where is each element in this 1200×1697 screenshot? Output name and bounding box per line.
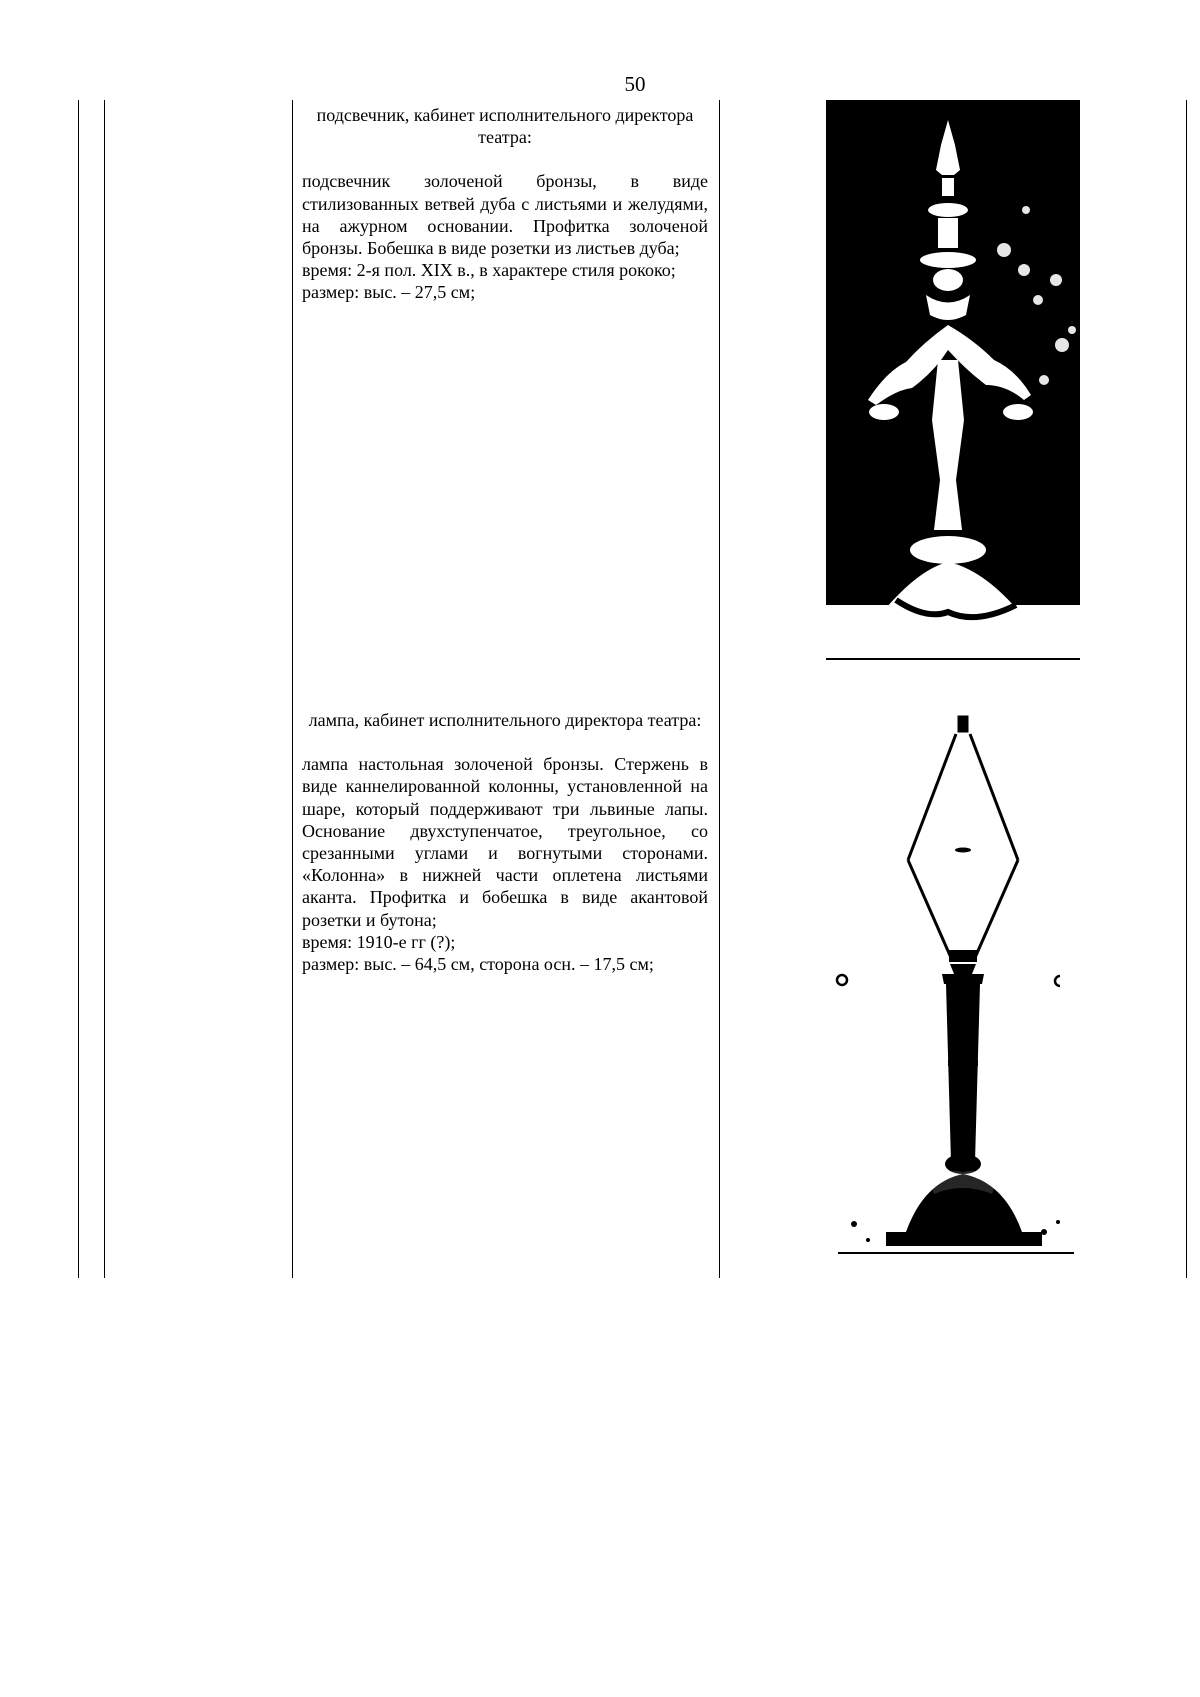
entry-title: подсвечник, кабинет исполнительного директора театра:	[316, 105, 694, 148]
catalog-entry-candlestick	[302, 104, 708, 304]
entry-body	[302, 170, 708, 303]
page-number: 50	[624, 72, 646, 96]
table-lamp-photo	[834, 712, 1074, 1272]
candlestick-photo	[826, 100, 1080, 660]
entry-time: время: 1910-е гг (?);	[302, 931, 456, 952]
table-column-divider	[292, 100, 293, 1278]
entry-time: время: 2-я пол. XIX в., в характере стиля рококо;	[302, 260, 676, 281]
entry-description: лампа настольная золоченой бронзы. Стержень в виде каннелированной колонны, установленной на шаре, который поддерживают три львиные лапы. Основание двухступенчатое, треугольное, со срезанными углами и вогнутыми сторонами. «Колонна» в нижней части оплетена листьями аканта. Профитка и бобешка в виде акантовой розетки и бутона;	[302, 754, 708, 930]
entry-size: размер: выс. – 27,5 см;	[302, 282, 476, 303]
entry-size: размер: выс. – 64,5 см, сторона осн. – 17,5 см;	[302, 954, 654, 975]
table-column-divider	[104, 100, 105, 1278]
table-right-border	[1186, 100, 1187, 1278]
table-left-border	[78, 100, 79, 1278]
table-column-divider	[719, 100, 720, 1278]
catalog-entry-table-lamp	[302, 709, 708, 975]
entry-title: лампа, кабинет исполнительного директора театра:	[308, 710, 702, 730]
entry-body	[302, 753, 708, 975]
entry-description: подсвечник золоченой бронзы, в виде стилизованных ветвей дуба с листьями и желудями, на ажурном основании. Профитка золоченой бронзы. Бобешка в виде розетки из листьев дуба;	[302, 171, 708, 259]
